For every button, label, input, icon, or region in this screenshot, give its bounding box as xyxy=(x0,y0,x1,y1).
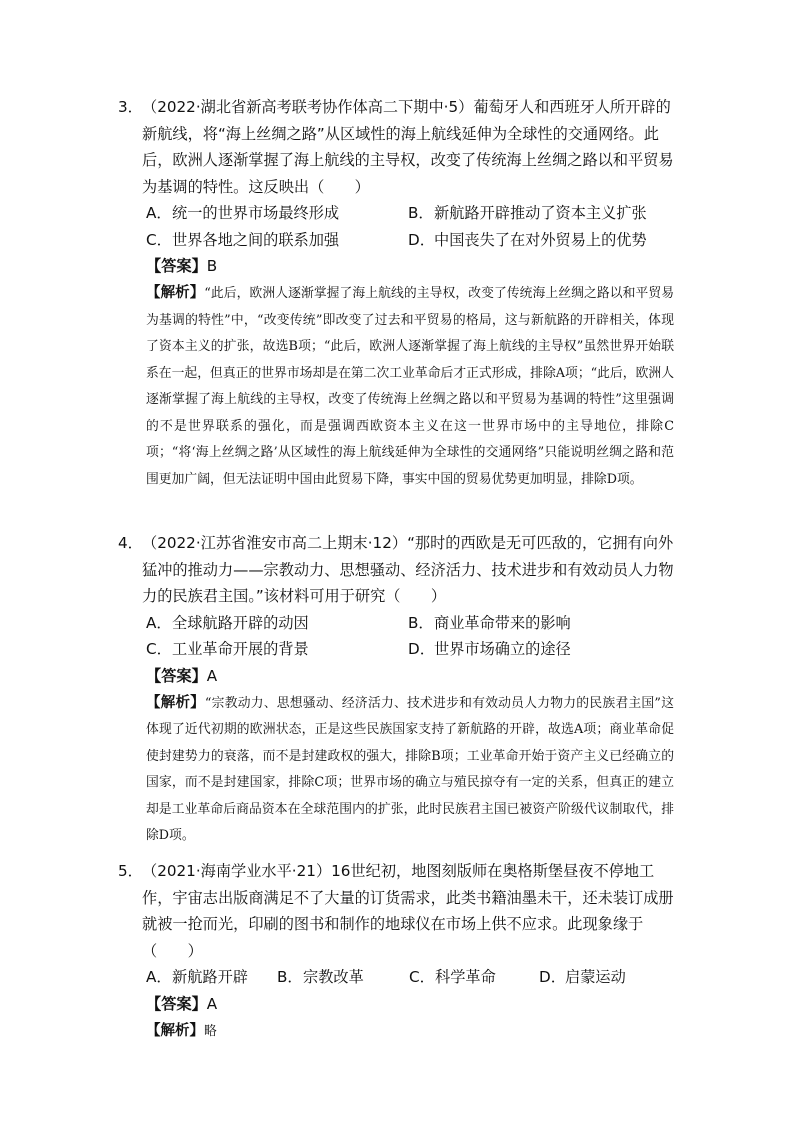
question-number: 5． xyxy=(118,862,143,880)
answer-value: A xyxy=(206,994,218,1013)
explanation-label: 【解析】 xyxy=(146,694,205,711)
answer-label: 【答案】 xyxy=(146,666,207,685)
question-text: （2021·海南学业水平·21）16世纪初，地图刻版师在奥格斯堡昼夜不停地工作，宇宙志出版商满足不了大量的订货需求，此类书籍油墨未干，还未装订成册就被一抢而光，印刷的图书和制作的地球仪在市场上供不应求。此现象缘于（ ） xyxy=(142,862,674,960)
question-number: 4． xyxy=(118,534,143,552)
option-c xyxy=(146,636,408,663)
option-letter: D． xyxy=(408,640,435,658)
explanation xyxy=(118,690,674,850)
question-stem xyxy=(118,530,674,610)
explanation-text: “此后，欧洲人逐渐掌握了海上航线的主导权，改变了传统海上丝绸之路以和平贸易为基调的特性”中，“改变传统”即改变了过去和平贸易的格局，这与新航路的开辟相关，体现了资本主义的扩张，故选B项；“此后，欧洲人逐渐掌握了海上航线的主导权”虽然世界开始联系在一起，但真正的世界市场却是在第二次工业革命后才正式形成，排除A项；“此后，欧洲人逐渐掌握了海上航线的主导权，改变了传统海上丝绸之路以和平贸易为基调的特性”这里强调的不是世界联系的强化，而是强调西欧资本主义在这一世界市场中的主导地位，排除C项；“将‘海上丝绸之路’从区域性的海上航线延伸为全球性的交通网络”只能说明丝绸之路和范围更加广阔，但无法证明中国由此贸易下降，事实中国的贸易优势更加明显，排除D项。 xyxy=(146,286,674,487)
question-5 xyxy=(118,858,674,1045)
option-letter: A． xyxy=(146,613,172,632)
option-text: 统一的世界市场最终形成 xyxy=(172,204,340,222)
option-text: 新航路开辟 xyxy=(172,968,248,986)
option-c xyxy=(146,227,408,254)
option-b xyxy=(408,610,670,637)
option-a xyxy=(146,964,277,991)
explanation xyxy=(118,280,674,493)
options xyxy=(118,610,674,663)
option-letter: A． xyxy=(146,968,172,986)
answer-value: A xyxy=(206,666,218,685)
answer xyxy=(118,991,674,1018)
explanation-label: 【解析】 xyxy=(146,285,205,301)
option-text: 全球航路开辟的动因 xyxy=(172,613,309,632)
option-d xyxy=(539,964,626,991)
question-3 xyxy=(118,94,674,493)
options-row xyxy=(146,227,674,254)
answer xyxy=(118,663,674,690)
option-letter: B． xyxy=(277,968,303,986)
explanation-text: 略 xyxy=(204,1023,217,1039)
options xyxy=(118,200,674,253)
option-text: 宗教改革 xyxy=(303,968,364,986)
option-letter: C． xyxy=(146,640,172,658)
options-row xyxy=(146,636,674,663)
explanation xyxy=(118,1018,674,1046)
answer-label: 【答案】 xyxy=(146,257,207,275)
question-stem xyxy=(118,94,674,200)
option-letter: B． xyxy=(408,204,434,222)
question-text: （2022·湖北省新高考联考协作体高二下期中·5）葡萄牙人和西班牙人所开辟的新航线，将“海上丝绸之路”从区域性的海上航线延伸为全球性的交通网络。此后，欧洲人逐渐掌握了海上航线的主导权，改变了传统海上丝绸之路以和平贸易为基调的特性。这反映出（ ） xyxy=(142,98,674,196)
option-c xyxy=(409,964,539,991)
question-number: 3． xyxy=(118,98,143,116)
option-text: 工业革命开展的背景 xyxy=(172,640,309,658)
option-text: 中国丧失了在对外贸易上的优势 xyxy=(434,230,647,249)
options-row xyxy=(146,200,674,227)
question-4 xyxy=(118,530,674,850)
option-letter: A． xyxy=(146,204,172,222)
option-d xyxy=(408,227,670,254)
explanation-text: “宗教动力、思想骚动、经济活力、技术进步和有效动员人力物力的民族君主国”这体现了近代初期的欧洲状态，正是这些民族国家支持了新航路的开辟，故选A项；商业革命促使封建势力的衰落，而不是封建政权的强大，排除B项；工业革命开始于资产主义已经确立的国家，而不是封建国家，排除C项；世界市场的确立与殖民掠夺有一定的关系，但真正的建立却是工业革命后商品资本在全球范围内的扩张，此时民族君主国已被资产阶级代议制取代，排除D项。 xyxy=(146,695,674,843)
option-a xyxy=(146,200,408,227)
option-b xyxy=(408,200,670,227)
option-text: 新航路开辟推动了资本主义扩张 xyxy=(434,204,647,222)
option-letter: C． xyxy=(409,968,435,986)
options xyxy=(118,964,674,991)
option-text: 商业革命带来的影响 xyxy=(434,613,571,632)
option-letter: B． xyxy=(408,613,434,632)
answer xyxy=(118,253,674,280)
option-letter: C． xyxy=(146,230,172,249)
option-a xyxy=(146,610,408,637)
option-letter: D． xyxy=(539,968,566,986)
explanation-label: 【解析】 xyxy=(146,1022,204,1039)
option-b xyxy=(277,964,409,991)
options-row xyxy=(146,964,674,991)
option-text: 科学革命 xyxy=(435,968,496,986)
answer-label: 【答案】 xyxy=(146,994,207,1013)
option-letter: D． xyxy=(408,230,435,249)
answer-value: B xyxy=(206,257,218,275)
question-text: （2022·江苏省淮安市高二上期末·12）“那时的西欧是无可匹敌的，它拥有向外猛冲的推动力——宗教动力、思想骚动、经济活力、技术进步和有效动员人力物力的民族君主国。”该材料可用于研究（ ） xyxy=(142,534,674,605)
option-text: 世界各地之间的联系加强 xyxy=(172,230,340,249)
option-text: 启蒙运动 xyxy=(565,968,626,986)
options-row xyxy=(146,610,674,637)
option-text: 世界市场确立的途径 xyxy=(434,640,571,658)
option-d xyxy=(408,636,670,663)
question-stem xyxy=(118,858,674,964)
